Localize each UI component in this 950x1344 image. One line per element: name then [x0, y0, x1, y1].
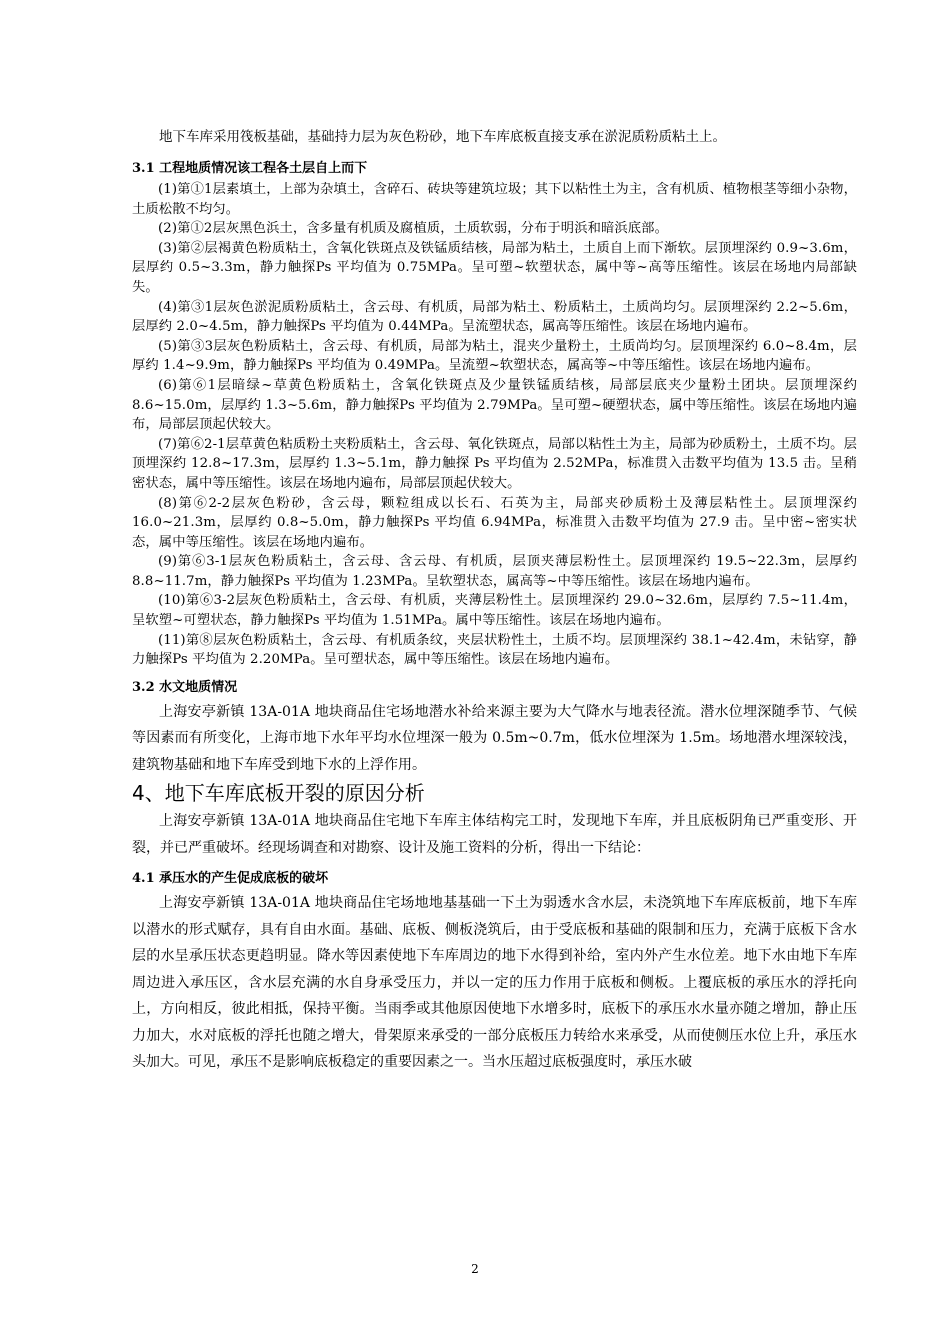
soil-layer-item-7: (7)第⑥2-1层草黄色粘质粉土夹粉质粘土，含云母、氧化铁斑点，局部以粘性土为主，局部为砂质粉土，土质不均。层顶埋深约 12.8~17.3m，层厚约 1.3~5.1m，静力触探 Ps 平均值为 2.52MPa，标准贯入击数平均值为 13.5 击。呈稍密状态，属中等压缩性。该层在场地内遍布，局部层顶起伏较大。: [132, 436, 857, 491]
soil-layer-item-3: (3)第②层褐黄色粉质粘土，含氧化铁斑点及铁锰质结核，局部为粘土，土质自上而下渐软。层顶埋深约 0.9~3.6m，层厚约 0.5~3.3m，静力触探Ps 平均值为 0.75MPa。呈可塑~软塑状态，属中等~高等压缩性。该层在场地内局部缺失。: [132, 240, 857, 295]
section-4-body: 上海安亭新镇 13A-01A 地块商品住宅地下车库主体结构完工时，发现地下车库，并且底板阴角已严重变形、开裂，并已严重破坏。经现场调查和对勘察、设计及施工资料的分析，得出一下结论：: [132, 813, 857, 856]
soil-layer-item-2: (2)第①2层灰黑色浜土，含多量有机质及腐植质，土质软弱，分布于明浜和暗浜底部。: [158, 221, 668, 237]
soil-layer-item-11: (11)第⑧层灰色粉质粘土，含云母、有机质条纹，夹层状粉性土，土质不均。层顶埋深约 38.1~42.4m，未钻穿，静力触探Ps 平均值为 2.20MPa。呈可塑状态，属中等压缩性。该层在场地内遍布。: [132, 632, 857, 668]
soil-layer-item-4: (4)第③1层灰色淤泥质粉质粘土，含云母、有机质，局部为粘土、粉质粘土，土质尚均匀。层顶埋深约 2.2~5.6m，层厚约 2.0~4.5m，静力触探Ps 平均值为 0.44MPa。呈流塑状态，属高等压缩性。该层在场地内遍布。: [132, 299, 857, 335]
section-3-2-body: 上海安亭新镇 13A-01A 地块商品住宅场地潜水补给来源主要为大气降水与地表径流。潜水位埋深随季节、气候等因素而有所变化，上海市地下水年平均水位埋深一般为 0.5m~0.7m，低水位埋深为 1.5m。场地潜水埋深较浅，建筑物基础和地下车库受到地下水的上浮作用。: [132, 703, 857, 773]
intro-paragraph: 地下车库采用筏板基础，基础持力层为灰色粉砂，地下车库底板直接支承在淤泥质粉质粘土上。: [159, 129, 726, 145]
soil-layer-item-1: (1)第①1层素填土，上部为杂填土，含碎石、砖块等建筑垃圾；其下以粘性土为主，含有机质、植物根茎等细小杂物，土质松散不均匀。: [132, 182, 857, 217]
soil-layer-item-10: (10)第⑥3-2层灰色粉质粘土，含云母、有机质，夹薄层粉性土。层顶埋深约 29.0~32.6m，层厚约 7.5~11.4m，呈软塑~可塑状态，静力触探Ps 平均值为 1.51MPa。属中等压缩性。该层在场地内遍布。: [132, 593, 857, 629]
page-content: [132, 123, 857, 1076]
soil-layer-item-5: (5)第③3层灰色粉质粘土，含云母、有机质，局部为粘土，混夹少量粉土，土质尚均匀。层顶埋深约 6.0~8.4m，层厚约 1.4~9.9m，静力触探Ps 平均值为 0.49MPa。呈流塑~软塑状态，属高等~中等压缩性。该层在场地内遍布。: [132, 338, 857, 374]
page-number: 2: [471, 1262, 479, 1276]
section-4-1-body: 上海安亭新镇 13A-01A 地块商品住宅场地地基基础一下土为弱透水含水层，未浇筑地下车库底板前，地下车库以潜水的形式赋存，具有自由水面。基础、底板、侧板浇筑后，由于受底板和基础的限制和压力，充满于底板下含水层的水呈承压状态更趋明显。降水等因素使地下车库周边的地下水得到补给，室内外产生水位差。地下水由地下车库周边进入承压区，含水层充满的水自身承受压力，并以一定的压力作用于底板和侧板。上覆底板的承压水的浮托向上，方向相反，彼此相抵，保持平衡。当雨季或其他原因使地下水增多时，底板下的承压水水量亦随之增加，静止压力加大，水对底板的浮托也随之增大，骨架原来承受的一部分底板压力转给水来承受，从而使侧压水位上升，承压水头加大。可见，承压不是影响底板稳定的重要因素之一。当水压超过底板强度时，承压水破: [132, 895, 857, 1071]
soil-layer-item-6: (6)第⑥1层暗绿~草黄色粉质粘土，含氧化铁斑点及少量铁锰质结核，局部层底夹少量粉土团块。层顶埋深约 8.6~15.0m，层厚约 1.3~5.6m，静力触探Ps 平均值为 2.79MPa。呈可塑~硬塑状态，属中等压缩性。该层在场地内遍布，局部层顶起伏较大。: [132, 377, 857, 433]
section-4-heading: 4、地下车库底板开裂的原因分析: [132, 781, 425, 806]
soil-layer-item-8: (8)第⑥2-2层灰色粉砂，含云母，颗粒组成以长石、石英为主，局部夹砂质粉土及薄层粘性土。层顶埋深约 16.0~21.3m，层厚约 0.8~5.0m，静力触探Ps 平均值 6.94MPa，标准贯入击数平均值为 27.9 击。呈中密~密实状态，属中等压缩性。该层在场地内遍布。: [132, 495, 857, 550]
soil-layer-item-9: (9)第⑥3-1层灰色粉质粘土，含云母、含云母、有机质，层顶夹薄层粉性土。层顶埋深约 19.5~22.3m，层厚约 8.8~11.7m，静力触探Ps 平均值为 1.23MPa。呈软塑状态，属高等~中等压缩性。该层在场地内遍布。: [132, 554, 857, 589]
section-4-1-heading: 4.1 承压水的产生促成底板的破坏: [132, 871, 329, 887]
section-3-2-heading: 3.2 水文地质情况: [132, 679, 238, 695]
section-3-1-heading: 3.1 工程地质情况该工程各土层自上而下: [132, 161, 368, 176]
